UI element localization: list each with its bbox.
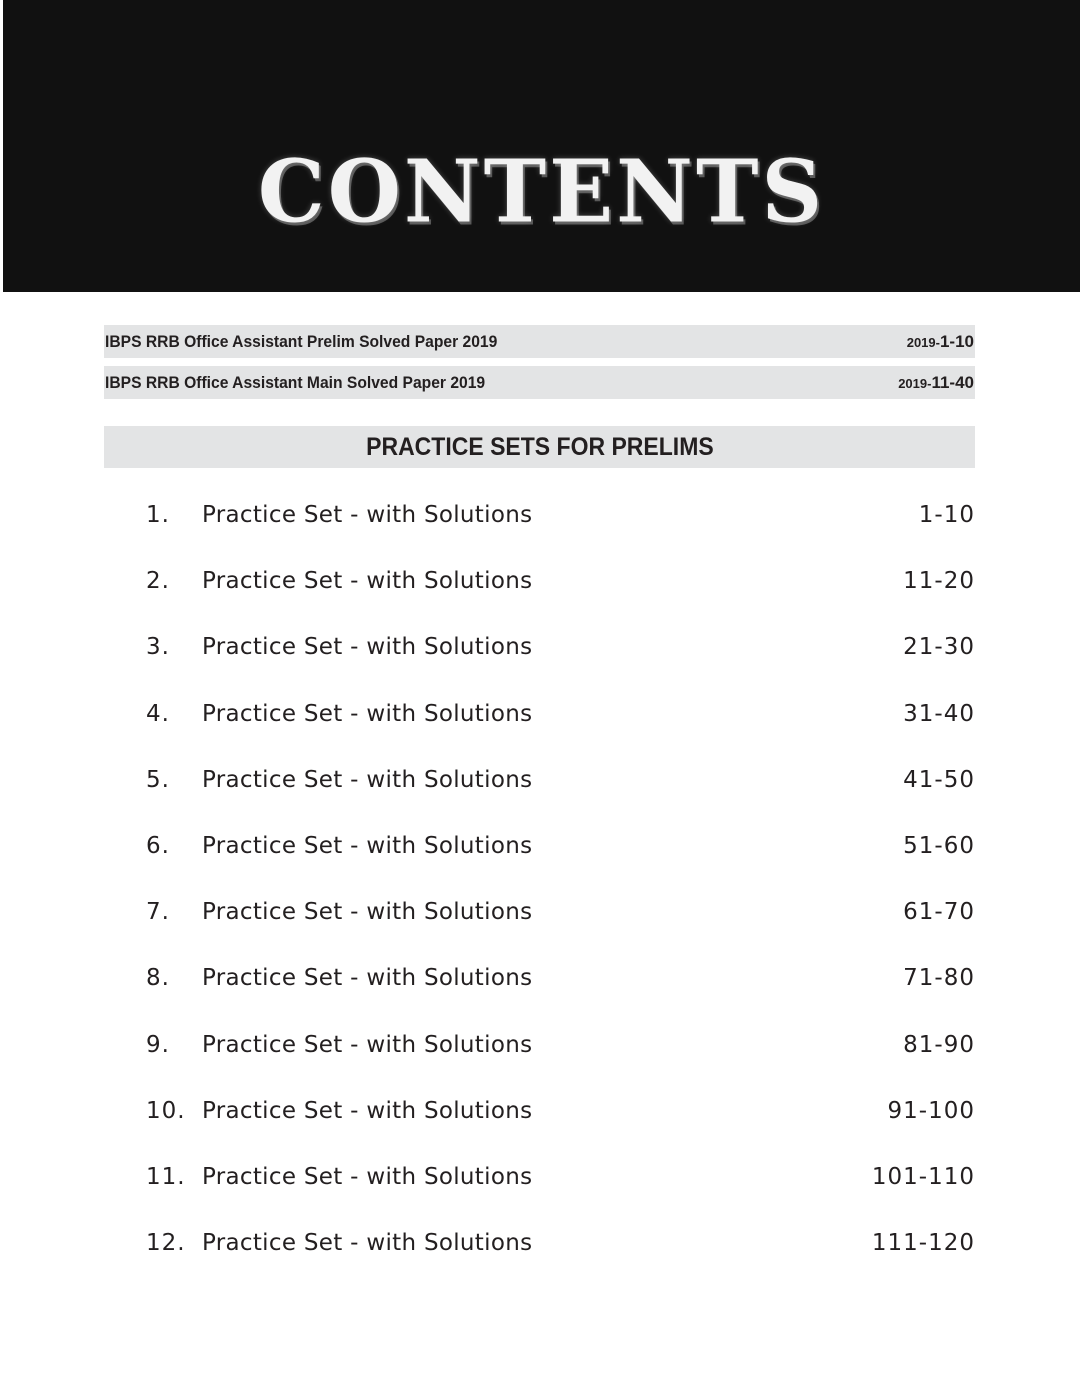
solved-paper-pages: [898, 373, 974, 393]
solved-paper-title: IBPS RRB Office Assistant Main Solved Paper 2019: [105, 372, 486, 392]
practice-set-title: Practice Set - with Solutions: [202, 965, 533, 992]
practice-set-item[interactable]: [0, 815, 1080, 881]
practice-set-pages: 11-20: [903, 568, 975, 595]
practice-set-number: 8.: [146, 965, 170, 992]
practice-set-number: 3.: [146, 634, 170, 661]
practice-set-number: 9.: [146, 1031, 170, 1058]
practice-set-number: 11.: [146, 1163, 186, 1190]
practice-set-title: Practice Set - with Solutions: [202, 766, 533, 793]
practice-set-number: 1.: [146, 502, 170, 528]
practice-set-title: Practice Set - with Solutions: [202, 1031, 533, 1058]
practice-set-item[interactable]: [0, 749, 1080, 815]
practice-set-item[interactable]: [0, 881, 1080, 947]
page-title: CONTENTS: [257, 141, 826, 242]
solved-paper-title: IBPS RRB Office Assistant Prelim Solved Paper 2019: [105, 331, 498, 351]
practice-set-title: Practice Set - with Solutions: [202, 1163, 533, 1190]
practice-set-pages: 61-70: [903, 899, 975, 926]
practice-set-pages: 41-50: [903, 766, 975, 793]
practice-set-number: 7.: [146, 899, 170, 926]
practice-set-pages: 31-40: [903, 700, 975, 727]
practice-set-title: Practice Set - with Solutions: [202, 502, 533, 528]
practice-set-number: 10.: [146, 1097, 186, 1124]
practice-set-pages: 101-110: [871, 1163, 975, 1190]
solved-paper-row[interactable]: [104, 325, 975, 358]
solved-paper-year: 2019-: [906, 334, 940, 350]
solved-paper-page-range: 11-40: [931, 372, 974, 392]
practice-set-item[interactable]: [0, 1080, 1080, 1146]
practice-set-title: Practice Set - with Solutions: [202, 899, 533, 926]
practice-set-item[interactable]: [0, 616, 1080, 682]
section-heading-label: PRACTICE SETS FOR PRELIMS: [365, 433, 714, 461]
practice-set-title: Practice Set - with Solutions: [202, 1097, 533, 1124]
practice-set-item[interactable]: [0, 947, 1080, 1013]
practice-set-number: 2.: [146, 568, 170, 595]
practice-set-item[interactable]: [0, 484, 1080, 550]
practice-set-pages: 111-120: [871, 1230, 975, 1257]
solved-paper-pages: [907, 332, 974, 352]
solved-paper-row[interactable]: [104, 366, 975, 399]
practice-set-title: Practice Set - with Solutions: [202, 1230, 533, 1257]
practice-set-item[interactable]: [0, 1146, 1080, 1212]
practice-set-number: 4.: [146, 700, 170, 727]
practice-set-number: 6.: [146, 832, 170, 859]
solved-paper-page-range: 1-10: [939, 331, 974, 351]
practice-set-pages: 71-80: [903, 965, 975, 992]
practice-set-title: Practice Set - with Solutions: [202, 832, 533, 859]
solved-paper-year: 2019-: [898, 375, 932, 391]
practice-set-title: Practice Set - with Solutions: [202, 700, 533, 727]
practice-set-title: Practice Set - with Solutions: [202, 634, 533, 661]
practice-set-list: [0, 484, 1080, 1278]
section-heading: [104, 426, 975, 468]
practice-set-number: 5.: [146, 766, 170, 793]
practice-set-number: 12.: [146, 1230, 186, 1257]
practice-set-item[interactable]: [0, 1014, 1080, 1080]
practice-set-pages: 81-90: [903, 1031, 975, 1058]
header-band: [3, 0, 1080, 292]
practice-set-title: Practice Set - with Solutions: [202, 568, 533, 595]
practice-set-item[interactable]: [0, 1212, 1080, 1278]
practice-set-item[interactable]: [0, 683, 1080, 749]
practice-set-pages: 1-10: [918, 502, 975, 528]
practice-set-pages: 91-100: [887, 1097, 975, 1124]
practice-set-pages: 21-30: [903, 634, 975, 661]
practice-set-item[interactable]: [0, 550, 1080, 616]
practice-set-pages: 51-60: [903, 832, 975, 859]
